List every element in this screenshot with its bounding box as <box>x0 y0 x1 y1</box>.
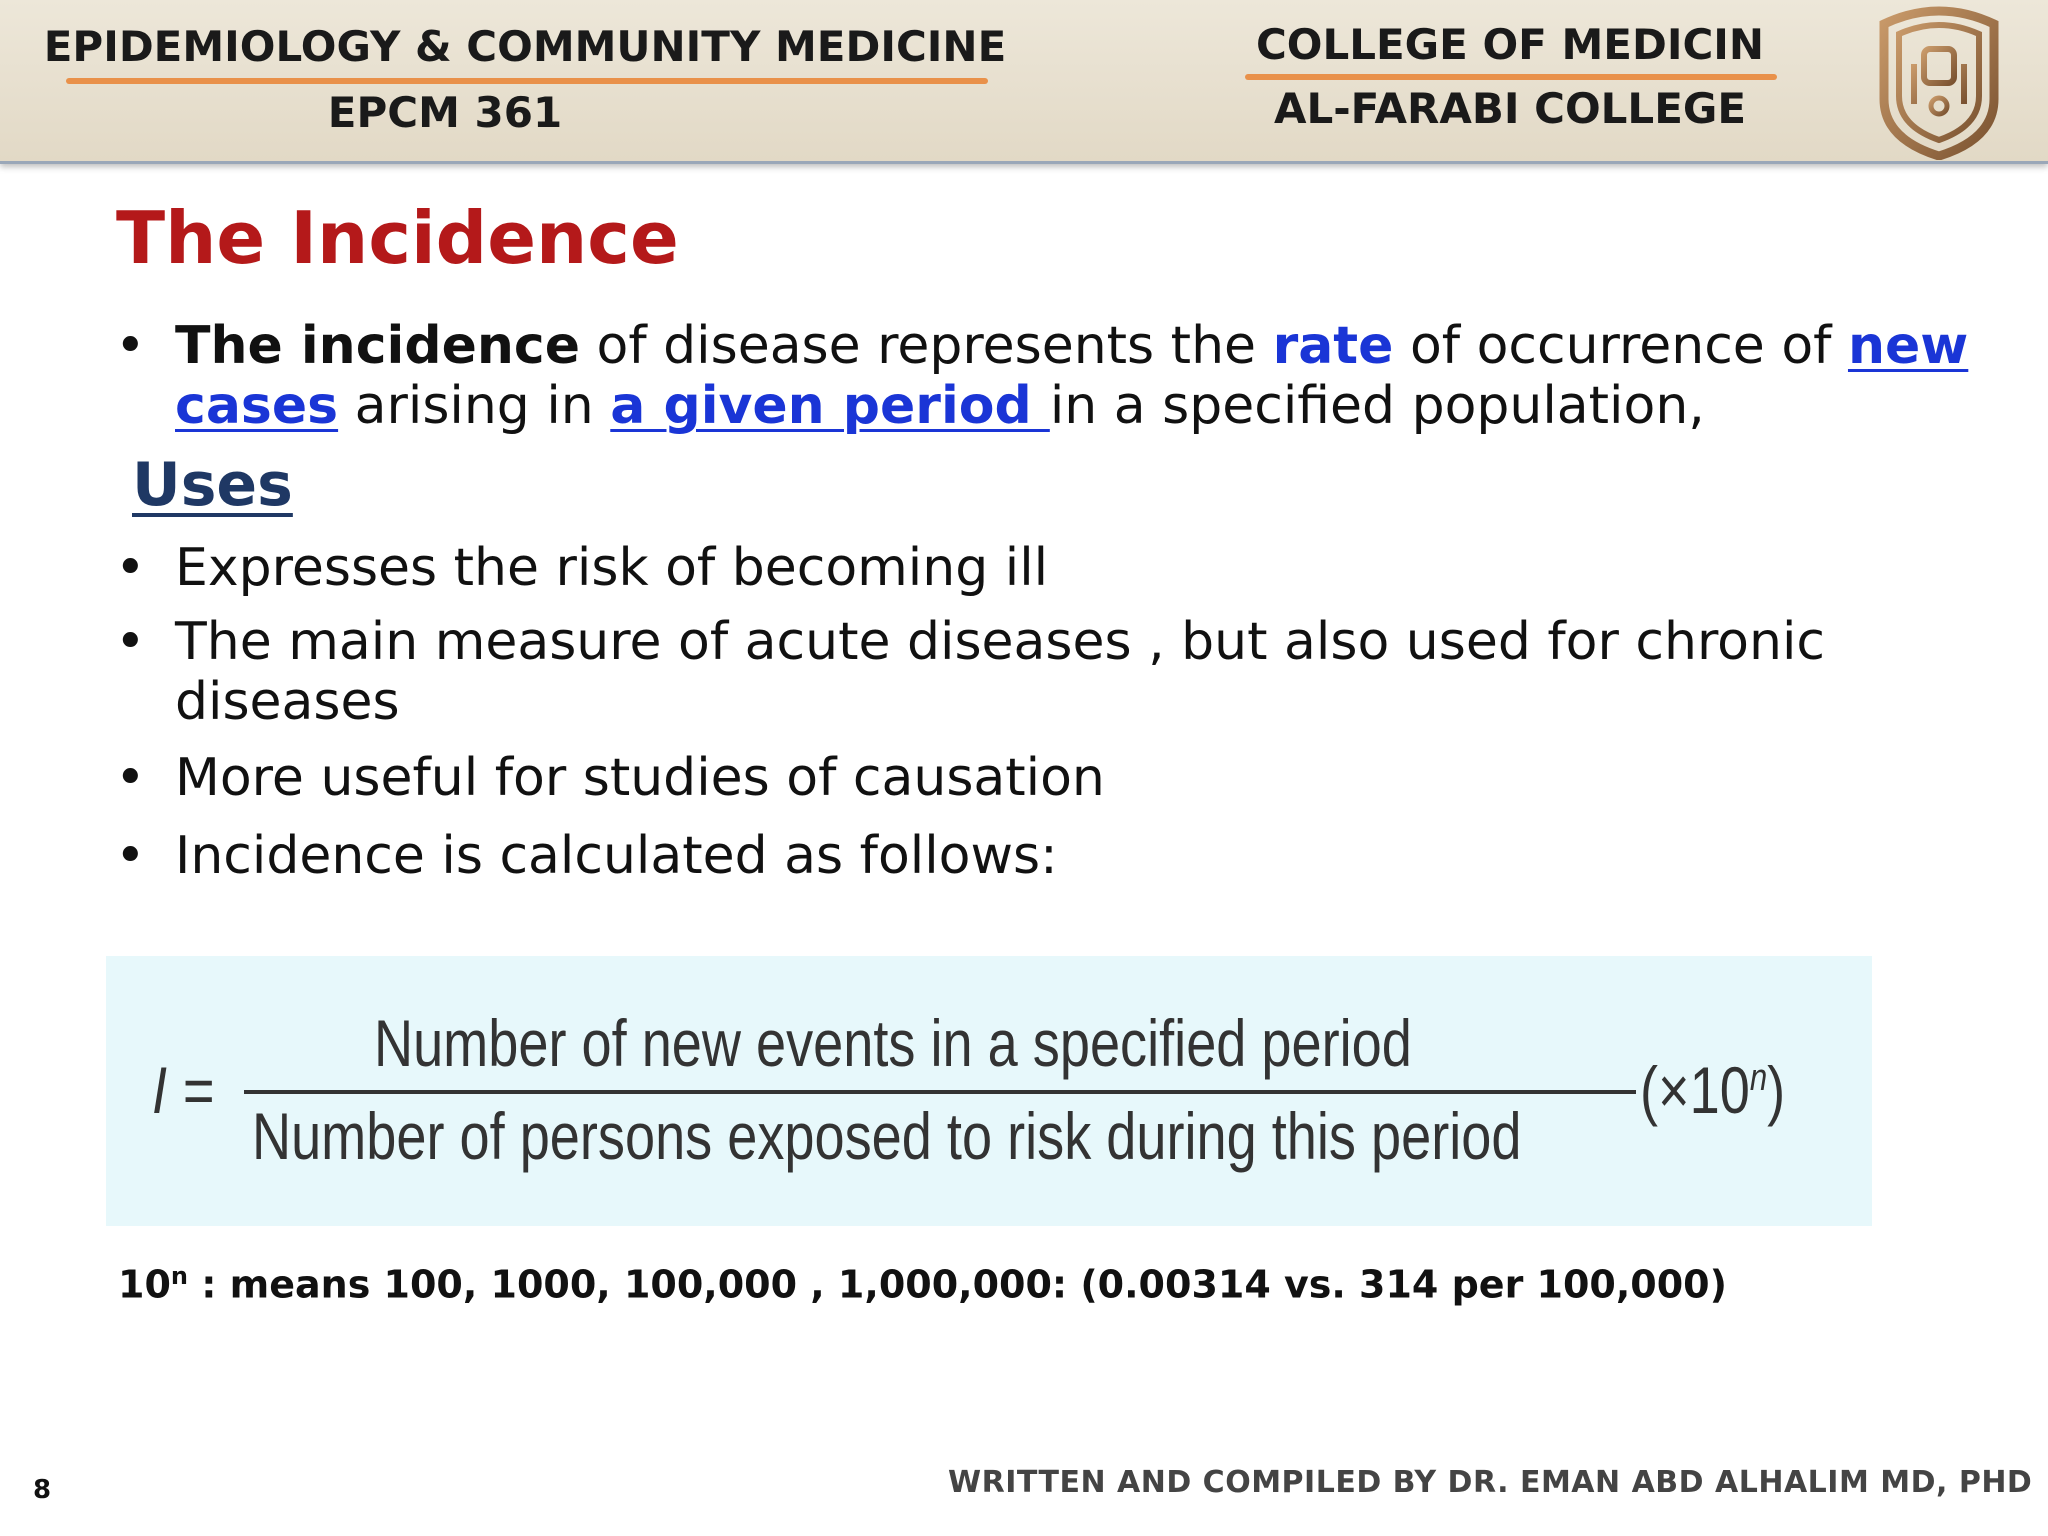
multiplier-close: ) <box>1767 1053 1786 1127</box>
multiplier-base: (×10 <box>1640 1053 1750 1127</box>
uses-item-text-continued: diseases <box>175 672 400 732</box>
page-number: 8 <box>33 1475 52 1505</box>
new-term: new <box>1847 316 1969 376</box>
author-footer: WRITTEN AND COMPILED BY DR. EMAN ABD ALHALIM MD, PHD <box>948 1465 2033 1500</box>
given-period-term: a given period <box>610 376 1050 436</box>
multiplier-exponent: n <box>1749 1057 1768 1099</box>
bullet-dot: • <box>115 316 146 376</box>
note-base: 10 <box>118 1262 171 1307</box>
bullet-dot: • <box>115 826 146 886</box>
definition-part-1: of disease represents the <box>579 316 1273 376</box>
college-crest-icon <box>1874 4 2004 160</box>
definition-part-2: of occurrence of <box>1393 316 1848 376</box>
formula-lhs: I = <box>152 1053 214 1127</box>
uses-item-text: Incidence is calculated as follows: <box>175 826 1058 886</box>
bullet-dot: • <box>115 612 146 672</box>
uses-item-text: More useful for studies of causation <box>175 748 1105 808</box>
definition-line-2 <box>175 376 1705 436</box>
definition-part-4: in a specified population, <box>1049 376 1705 436</box>
definition-lead: The incidence <box>175 316 580 376</box>
definition-line-1 <box>175 316 1968 376</box>
note-exponent: n <box>170 1262 188 1290</box>
department-title: EPIDEMIOLOGY & COMMUNITY MEDICINE <box>43 22 1007 71</box>
course-code: EPCM 361 <box>327 88 563 137</box>
slide-header <box>0 0 2048 164</box>
college-name: AL-FARABI COLLEGE <box>1273 84 1747 133</box>
definition-part-3: arising in <box>338 376 611 436</box>
bullet-dot: • <box>115 538 146 598</box>
department-title-underline <box>66 78 988 84</box>
cases-term: cases <box>175 376 339 436</box>
bullet-dot: • <box>115 748 146 808</box>
college-title-underline <box>1245 74 1777 80</box>
uses-item-text: Expresses the risk of becoming ill <box>175 538 1049 598</box>
formula-numerator: Number of new events in a specified period <box>374 1006 1412 1080</box>
uses-item-text: The main measure of acute diseases , but also used for chronic <box>175 612 1825 672</box>
note-text: : means 100, 1000, 100,000 , 1,000,000: (0.00314 vs. 314 per 100,000) <box>187 1262 1727 1307</box>
formula-multiplier <box>1640 1052 1785 1128</box>
rate-term: rate <box>1272 316 1394 376</box>
slide-title: The Incidence <box>116 196 679 280</box>
uses-heading: Uses <box>132 450 293 520</box>
fraction-bar <box>244 1090 1636 1094</box>
exponent-note <box>118 1262 1727 1307</box>
college-title: COLLEGE OF MEDICIN <box>1255 20 1765 69</box>
formula-denominator: Number of persons exposed to risk during this period <box>252 1099 1522 1173</box>
